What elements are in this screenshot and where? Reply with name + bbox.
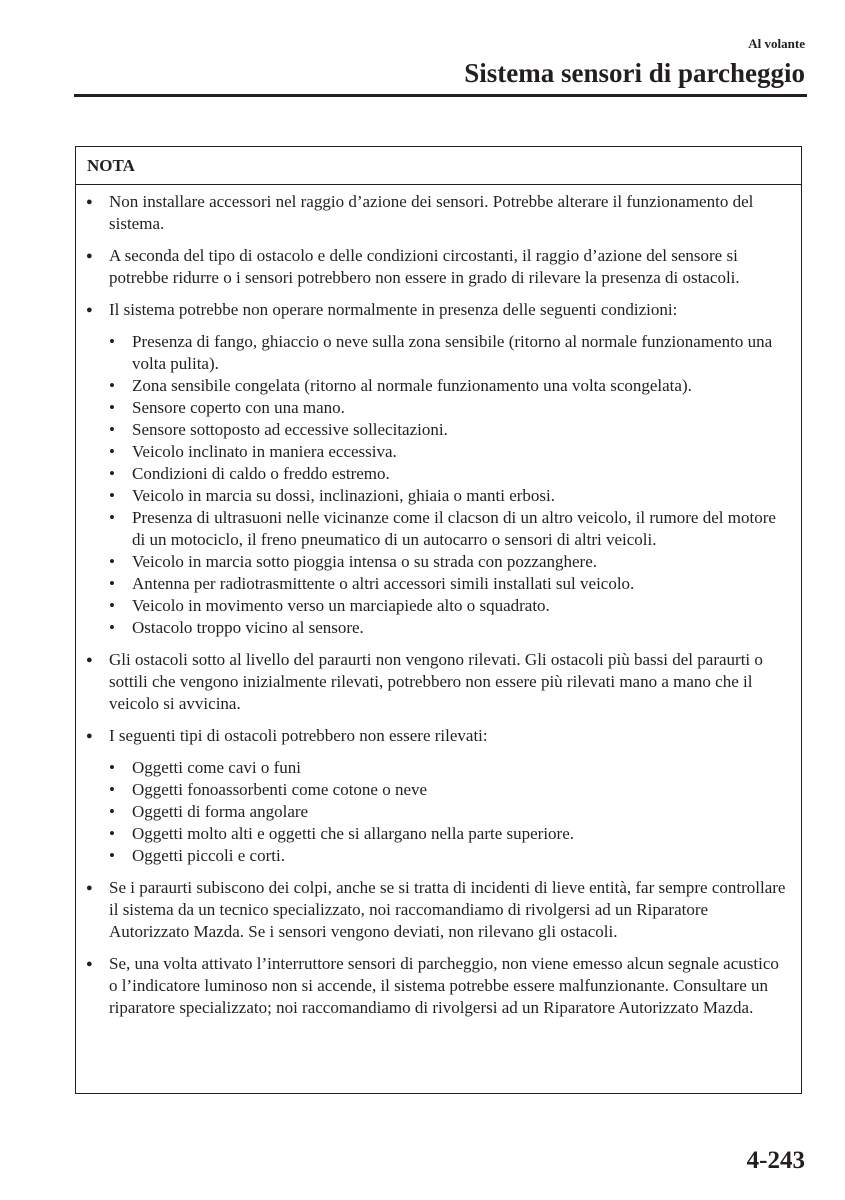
- note-sub-item-text: Oggetti fonoassorbenti come cotone o neve: [132, 780, 428, 799]
- note-sub-list-item: [109, 617, 791, 639]
- note-sub-list-item: [109, 331, 791, 375]
- note-sub-list: [109, 331, 791, 639]
- note-sub-item-text: Zona sensibile congelata (ritorno al normale funzionamento una volta scongelata).: [132, 376, 692, 395]
- sub-bullet-dot-icon: •: [109, 780, 115, 799]
- note-item-text: Il sistema potrebbe non operare normalmente in presenza delle seguenti condizioni:: [109, 300, 678, 319]
- note-sub-list-item: [109, 573, 791, 595]
- note-sub-item-text: Presenza di ultrasuoni nelle vicinanze come il clacson di un altro veicolo, il rumore del motore di un motociclo, il freno pneumatico di un autocarro o sensori di altri veicoli.: [132, 508, 776, 549]
- note-item-text: Se, una volta attivato l’interruttore sensori di parcheggio, non viene emesso alcun segnale acustico o l’indicatore luminoso non si accende, il sistema potrebbe essere malfunzionante. Consultare un riparatore specializzato; noi raccomandiamo di rivolgersi ad un Riparatore Autorizzato Mazda.: [109, 954, 779, 1017]
- note-sub-list-item: [109, 595, 791, 617]
- bullet-dot-icon: ●: [86, 250, 93, 262]
- note-sub-item-text: Oggetti di forma angolare: [132, 802, 309, 821]
- note-sub-item-text: Ostacolo troppo vicino al sensore.: [132, 618, 364, 637]
- note-sub-item-text: Veicolo inclinato in maniera eccessiva.: [132, 442, 397, 461]
- sub-bullet-dot-icon: •: [109, 824, 115, 843]
- bullet-dot-icon: ●: [86, 654, 93, 666]
- sub-bullet-dot-icon: •: [109, 846, 115, 865]
- note-sub-item-text: Oggetti come cavi o funi: [132, 758, 302, 777]
- note-list-item: [76, 649, 801, 715]
- note-sub-list-item: [109, 757, 791, 779]
- note-sub-list-item: [109, 845, 791, 867]
- note-list-item: [76, 299, 801, 639]
- note-sub-list-item: [109, 551, 791, 573]
- sub-bullet-dot-icon: •: [109, 618, 115, 637]
- sub-bullet-dot-icon: •: [109, 464, 115, 483]
- sub-bullet-dot-icon: •: [109, 758, 115, 777]
- sub-bullet-dot-icon: •: [109, 486, 115, 505]
- note-sub-list-item: [109, 823, 791, 845]
- sub-bullet-dot-icon: •: [109, 442, 115, 461]
- note-sub-list-item: [109, 441, 791, 463]
- note-item-text: Se i paraurti subiscono dei colpi, anche se si tratta di incidenti di lieve entità, far sempre controllare il sistema da un tecnico specializzato, noi raccomandiamo di rivolgersi ad un Riparatore Autorizzato Mazda. Se i sensori vengono deviati, non rilevano gli ostacoli.: [109, 878, 786, 941]
- note-sub-item-text: Veicolo in movimento verso un marciapiede alto o squadrato.: [132, 596, 550, 615]
- note-list-item: [76, 877, 801, 943]
- bullet-dot-icon: ●: [86, 730, 93, 742]
- note-heading: NOTA: [76, 147, 801, 185]
- note-sub-list: [109, 757, 791, 867]
- note-sub-list-item: [109, 507, 791, 551]
- note-sub-item-text: Oggetti molto alti e oggetti che si allargano nella parte superiore.: [132, 824, 575, 843]
- bullet-dot-icon: ●: [86, 958, 93, 970]
- sub-bullet-dot-icon: •: [109, 398, 115, 417]
- note-box: [75, 146, 802, 1094]
- sub-bullet-dot-icon: •: [109, 802, 115, 821]
- sub-bullet-dot-icon: •: [109, 376, 115, 395]
- bullet-dot-icon: ●: [86, 304, 93, 316]
- note-list-item: [76, 953, 801, 1019]
- note-sub-item-text: Sensore coperto con una mano.: [132, 398, 345, 417]
- bullet-dot-icon: ●: [86, 196, 93, 208]
- page-number: 4-243: [746, 1147, 805, 1174]
- note-item-text: Non installare accessori nel raggio d’azione dei sensori. Potrebbe alterare il funzionamento del sistema.: [109, 192, 754, 233]
- note-list-item: [76, 191, 801, 235]
- title-rule: [74, 94, 807, 97]
- note-sub-list-item: [109, 419, 791, 441]
- note-sub-item-text: Sensore sottoposto ad eccessive sollecitazioni.: [132, 420, 448, 439]
- sub-bullet-dot-icon: •: [109, 508, 115, 527]
- note-bullet-list: [76, 191, 801, 1019]
- sub-bullet-dot-icon: •: [109, 332, 115, 351]
- note-list-item: [76, 725, 801, 867]
- note-sub-item-text: Veicolo in marcia su dossi, inclinazioni, ghiaia o manti erbosi.: [132, 486, 556, 505]
- bullet-dot-icon: ●: [86, 882, 93, 894]
- note-body: [76, 185, 801, 1019]
- note-item-text: Gli ostacoli sotto al livello del paraurti non vengono rilevati. Gli ostacoli più bassi del paraurti o sottili che vengono inizialmente rilevati, potrebbero non essere più rilevati mano a mano che il veicolo si avvicina.: [109, 650, 763, 713]
- note-sub-item-text: Oggetti piccoli e corti.: [132, 846, 285, 865]
- note-list-item: [76, 245, 801, 289]
- note-sub-list-item: [109, 485, 791, 507]
- page-title: Sistema sensori di parcheggio: [464, 58, 805, 88]
- note-sub-list-item: [109, 801, 791, 823]
- sub-bullet-dot-icon: •: [109, 420, 115, 439]
- section-label: Al volante: [748, 36, 805, 51]
- note-sub-item-text: Condizioni di caldo o freddo estremo.: [132, 464, 390, 483]
- sub-bullet-dot-icon: •: [109, 596, 115, 615]
- note-sub-item-text: Veicolo in marcia sotto pioggia intensa o su strada con pozzanghere.: [132, 552, 597, 571]
- note-sub-list-item: [109, 779, 791, 801]
- note-sub-item-text: Antenna per radiotrasmittente o altri accessori simili installati sul veicolo.: [132, 574, 635, 593]
- sub-bullet-dot-icon: •: [109, 574, 115, 593]
- note-item-text: A seconda del tipo di ostacolo e delle condizioni circostanti, il raggio d’azione del sensore si potrebbe ridurre o i sensori potrebbero non essere in grado di rilevare la presenza di ostacoli.: [109, 246, 740, 287]
- note-sub-list-item: [109, 463, 791, 485]
- sub-bullet-dot-icon: •: [109, 552, 115, 571]
- note-sub-list-item: [109, 375, 791, 397]
- note-sub-list-item: [109, 397, 791, 419]
- note-sub-item-text: Presenza di fango, ghiaccio o neve sulla zona sensibile (ritorno al normale funzionamento una volta pulita).: [132, 332, 773, 373]
- note-item-text: I seguenti tipi di ostacoli potrebbero non essere rilevati:: [109, 726, 488, 745]
